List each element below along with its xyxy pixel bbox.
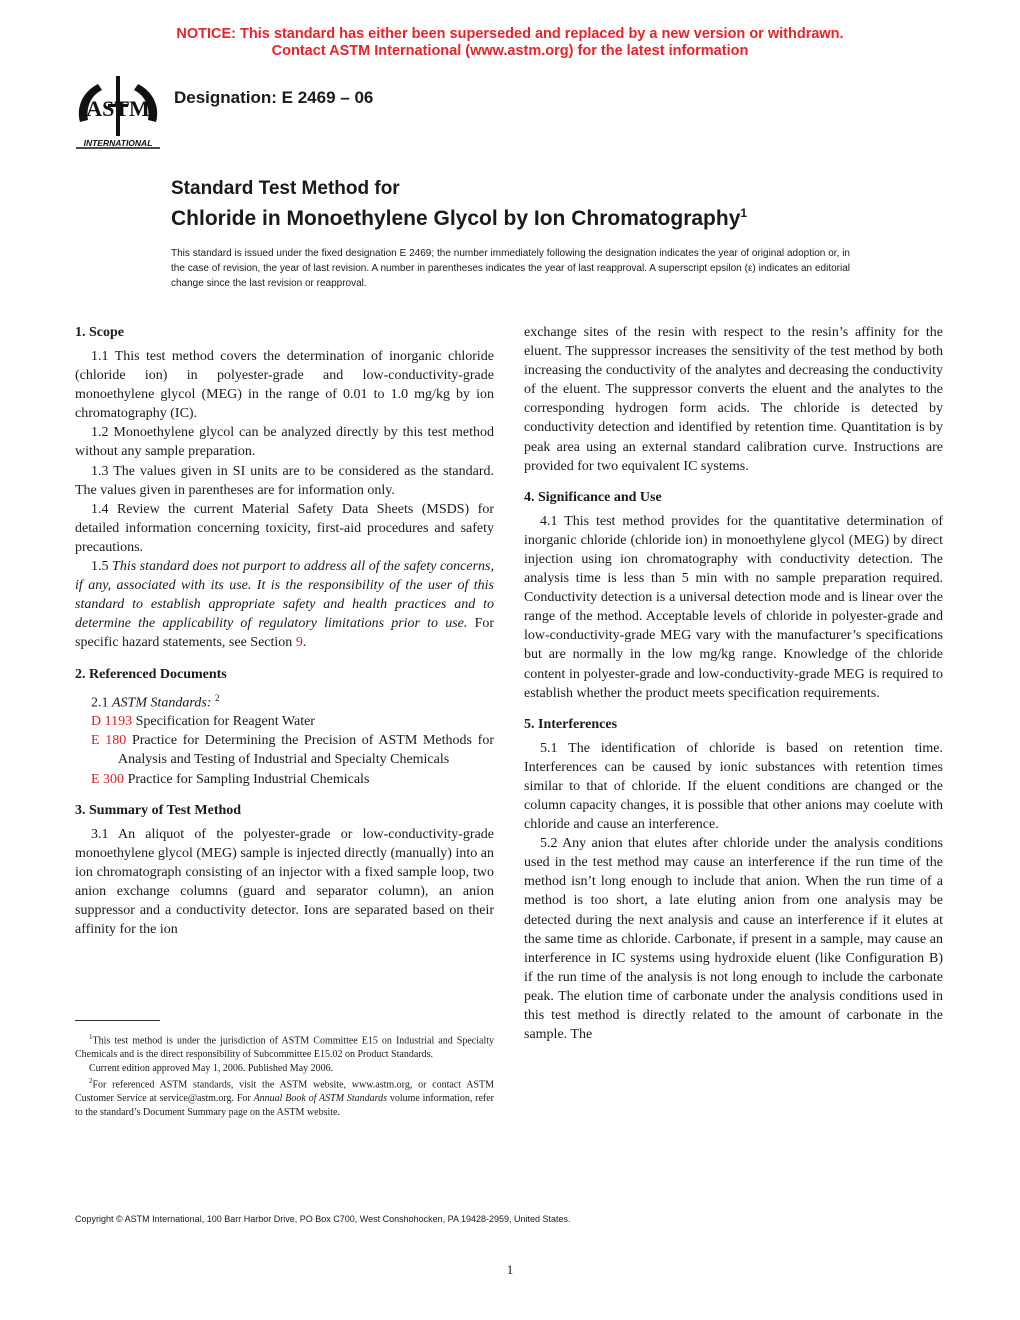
logo-letters: ASTM — [86, 96, 150, 121]
copyright: Copyright © ASTM International, 100 Barr Harbor Drive, PO Box C700, West Conshohocken, PA 19428-2959, United States. — [75, 1214, 571, 1224]
para-2-1-number: 2.1 — [91, 695, 109, 711]
withdrawal-notice — [0, 26, 1020, 60]
para-2-1 — [75, 689, 494, 713]
footnote-2-sup: 2 — [89, 1077, 93, 1086]
ref-item-e300 — [91, 770, 494, 789]
page-number: 1 — [506, 1262, 514, 1277]
para-1-5-tail: For specific hazard statements, see Section — [75, 616, 495, 651]
section-9-link[interactable]: 9 — [295, 635, 303, 651]
ref-code-e180[interactable]: E 180 — [91, 733, 127, 749]
para-1-5-end: . — [302, 635, 307, 651]
para-1-5 — [75, 557, 494, 652]
document-title — [171, 176, 747, 231]
astm-standards-label: ASTM Standards: — [112, 695, 212, 711]
footnote-2-pre: For referenced ASTM standards, visit the ASTM website, www.astm.org, or contact ASTM Customer Service at service@astm.org. For — [75, 1079, 494, 1105]
designation: Designation: E 2469 – 06 — [174, 88, 374, 107]
notice-line-1: NOTICE: This standard has either been superseded and replaced by a new version or withdrawn. — [176, 26, 844, 42]
section-scope-heading: 1. Scope — [75, 325, 124, 340]
para-5-1: 5.1 The identification of chloride is based on retention time. Interferences can be caused by ionic substances with retention times similar to that of chloride. If the eluent conditions are changed or the column capacity changes, it is possible that other anions may coelute with chloride and cause an interference. — [524, 740, 943, 833]
right-column — [524, 323, 943, 1044]
title-line-2-text: Chloride in Monoethylene Glycol by Ion Chromatography — [171, 207, 741, 230]
ref-item-d1193 — [91, 712, 494, 731]
para-1-4: 1.4 Review the current Material Safety Data Sheets (MSDS) for detailed information concerning toxicity, first-aid procedures and safety precautions. — [75, 501, 494, 555]
ref-item-e180 — [91, 731, 494, 769]
para-3-1: 3.1 An aliquot of the polyester-grade or low-conductivity-grade monoethylene glycol (MEG) sample is injected directly (manually) into an ion chromatograph consisting of an injector with a fixed sample loop, two anion exchange columns (guard and separator column), an anion suppressor and a conductivity detector. Ions are separated based on their affinity for the ion — [75, 826, 494, 938]
notice-line-2: Contact ASTM International (www.astm.org) for the latest information — [271, 43, 749, 59]
ref-code-e300[interactable]: E 300 — [91, 771, 125, 787]
para-3-1-continued: exchange sites of the resin with respect to the resin’s affinity for the eluent. The suppressor increases the sensitivity of the test method by both increasing the conductivity of the analytes and decreasing the conductivity of the eluent. The suppressor converts the eluent and the analytes to the corresponding hydrogen form acids. The chloride is detected by conductivity detection and identified by retention time. Quantitation is by peak area using an external standard calibration curve. Instructions are provided for two equivalent IC systems. — [524, 325, 943, 474]
para-1-5-number: 1.5 — [91, 559, 109, 575]
preface: This standard is issued under the fixed designation E 2469; the number immediately following the designation indicates the year of original adoption or, in the case of revision, the year of last revision. A number in parentheses indicates the year of last reapproval. A superscript epsilon (ε) indicates an editorial change since the last revision or reapproval. — [171, 248, 850, 289]
para-1-2: 1.2 Monoethylene glycol can be analyzed directly by this test method without any sample preparation. — [75, 425, 494, 460]
para-4-1: 4.1 This test method provides for the quantitative determination of inorganic chloride (chloride ion) in monoethylene glycol (MEG) by direct injection using ion chromatography with conductivity detection. The analysis time is less than 5 min with no sample preparation required. Conductivity detection is a universal detection mode and is linear over the range of the method. Acceptable levels of chloride in polyester-grade and low-conductivity-grade MEG vary with the manufacturer’s specifications but are normally in the low mg/kg range. Knowledge of the chloride content in polyester-grade and low-conductivity-grade MEG is required to establish whether the product meets specification requirements. — [524, 513, 943, 701]
ref-text-d1193: Specification for Reagent Water — [135, 714, 315, 730]
title-line-1: Standard Test Method for — [171, 178, 400, 199]
footnote-1 — [75, 1031, 494, 1062]
footnotes — [75, 1031, 494, 1119]
footnote-1-text: This test method is under the jurisdiction of ASTM Committee E15 on Industrial and Specialty Chemicals and is the direct responsibility of Subcommittee E15.02 on Product Standards. — [75, 1035, 494, 1060]
section-referenced-heading: 2. Referenced Documents — [75, 666, 227, 682]
footnote-2-post: volume information, refer to the standard’s Document Summary page on the ASTM website. — [75, 1093, 495, 1118]
section-significance-heading: 4. Significance and Use — [524, 489, 662, 505]
para-5-2: 5.2 Any anion that elutes after chloride under the analysis conditions used in the test method may cause an interference if the run time of the method isn’t long enough to include that anion. When the run time of a method is too short, a late eluting anion from one analysis may be detected during the next analysis and cause an interference if it elutes at the same time as chloride. Carbonate, if present in a sample, may cause an interference in IC systems using hydroxide eluent (like Configuration B) if the run time of the analysis is not long enough to include the carbonate peak. The elution time of carbonate under the analysis conditions used in this test method is directly related to the amount of carbonate in the sample. The — [524, 836, 943, 1043]
ref-code-d1193[interactable]: D 1193 — [91, 714, 133, 730]
title-line-2 — [171, 201, 747, 231]
para-1-5-caveat: This standard does not purport to address all of the safety concerns, if any, associated with its use. It is the responsibility of the user of this standard to establish appropriate safety and health practices and to determine the applicability of regulatory limitations prior to use. — [75, 559, 494, 632]
logo-subtext: INTERNATIONAL — [83, 138, 153, 148]
para-1-1: 1.1 This test method covers the determination of inorganic chloride (chloride ion) in polyester-grade and low-conductivity-grade monoethylene glycol (MEG) in the range of 0.01 to 1.0 mg/kg by ion chromatography (IC). — [75, 349, 494, 422]
left-column — [75, 323, 494, 939]
para-1-3: 1.3 The values given in SI units are to be considered as the standard. The values given in parentheses are for information only. — [75, 463, 494, 498]
footnote-2 — [75, 1075, 494, 1119]
footnote-2-italic: Annual Book of ASTM Standards — [253, 1093, 388, 1105]
footnote-2-mark: 2 — [214, 692, 220, 703]
title-footnote-mark: 1 — [740, 206, 748, 220]
section-interferences-heading: 5. Interferences — [524, 716, 618, 732]
ref-text-e180: Practice for Determining the Precision of ASTM Methods for Analysis and Testing of Industrial and Specialty Chemicals — [118, 733, 494, 768]
astm-logo — [72, 74, 164, 154]
footnote-1-mark: 1 — [89, 1033, 93, 1041]
ref-text-e300: Practice for Sampling Industrial Chemicals — [127, 771, 370, 787]
section-summary-heading: 3. Summary of Test Method — [75, 802, 242, 818]
footnote-rule — [75, 1020, 160, 1021]
footnote-1-current: Current edition approved May 1, 2006. Published May 2006. — [89, 1062, 334, 1074]
